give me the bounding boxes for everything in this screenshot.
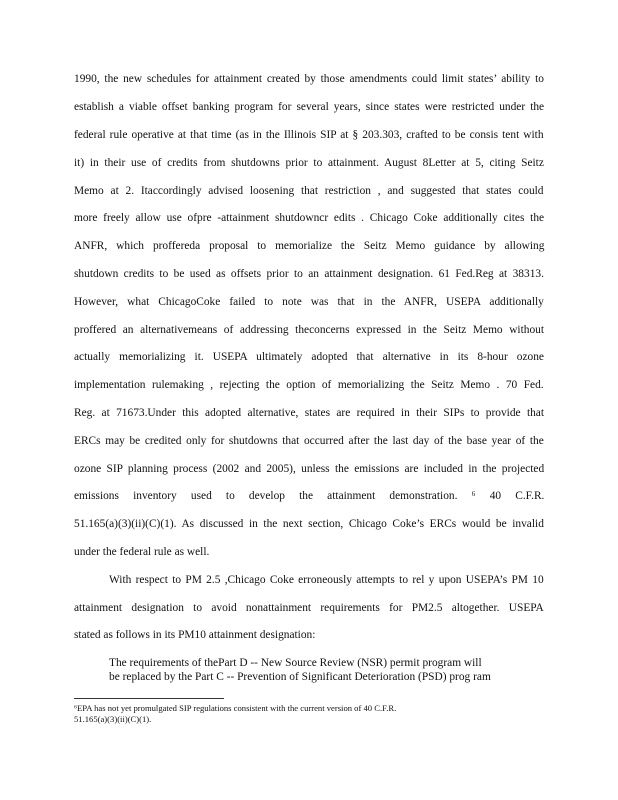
body-line-7: ANFR, which proffereda proposal to memorialize the Seitz Memo guidance by allowing xyxy=(74,240,545,252)
block-quote-line-2: be replaced by the Part C -- Prevention of Significant Deterioration (PSD) prog ram xyxy=(109,671,491,683)
body-line-4: it) in their use of credits from shutdowns prior to attainment. August 8Letter at 5, citing Seitz xyxy=(74,157,544,169)
body-line-18: under the federal rule as well. xyxy=(74,546,210,558)
body-line-2: establish a viable offset banking program for several years, since states were restricted under the xyxy=(74,101,545,113)
body-line-10: proffered an alternativemeans of addressing theconcerns expressed in the Seitz Memo without xyxy=(74,324,545,336)
footnote xyxy=(74,703,544,725)
body-line-11: actually memorializing it. USEPA ultimately adopted that alternative in its 8-hour ozone xyxy=(74,351,544,363)
body-line-17: 51.165(a)(3)(ii)(C)(1). As discussed in the next section, Chicago Coke’s ERCs would be invalid xyxy=(74,518,544,530)
block-quote-line-1: The requirements of thePart D -- New Source Review (NSR) permit program will xyxy=(109,657,482,669)
body-line-3: federal rule operative at that time (as in the Illinois SIP at § 203.303, crafted to be consis tent with xyxy=(74,129,544,141)
body-line-16: emissions inventory used to develop the attainment demonstration. ⁶ 40 C.F.R. xyxy=(74,490,545,502)
body-line-12: implementation rulemaking , rejecting the option of memorializing the Seitz Memo . 70 Fed. xyxy=(74,379,544,391)
paragraph2-line-1: With respect to PM 2.5 ,Chicago Coke erroneously attempts to rel y upon USEPA’s PM 10 xyxy=(109,574,544,586)
body-line-9: However, what ChicagoCoke failed to note was that in the ANFR, USEPA additionally xyxy=(74,296,544,308)
paragraph2-line-3: stated as follows in its PM10 attainment designation: xyxy=(74,629,316,641)
footnote-line-1: ⁶EPA has not yet promulgated SIP regulations consistent with the current version of 40 C.F.R. xyxy=(74,703,397,713)
footnote-line-2: 51.165(a)(3)(ii)(C)(1). xyxy=(74,714,152,724)
body-line-5: Memo at 2. Itaccordingly advised loosening that restriction , and suggested that states could xyxy=(74,185,544,197)
body-line-15: ozone SIP planning process (2002 and 2005), unless the emissions are included in the projected xyxy=(74,463,545,475)
body-line-14: ERCs may be credited only for shutdowns that occurred after the last day of the base year of the xyxy=(74,435,544,447)
body-line-13: Reg. at 71673.Under this adopted alternative, states are required in their SIPs to provide that xyxy=(74,407,545,419)
body-line-1: 1990, the new schedules for attainment created by those amendments could limit states’ ability to xyxy=(74,73,544,85)
paragraph2-line-2: attainment designation to avoid nonattainment requirements for PM2.5 altogether. USEPA xyxy=(74,602,544,614)
footnote-separator xyxy=(74,698,224,699)
body-line-6: more freely allow use ofpre -attainment shutdowncr edits . Chicago Coke additionally cites the xyxy=(74,212,545,224)
body-line-8: shutdown credits to be used as offsets prior to an attainment designation. 61 Fed.Reg at 38313. xyxy=(74,268,544,280)
